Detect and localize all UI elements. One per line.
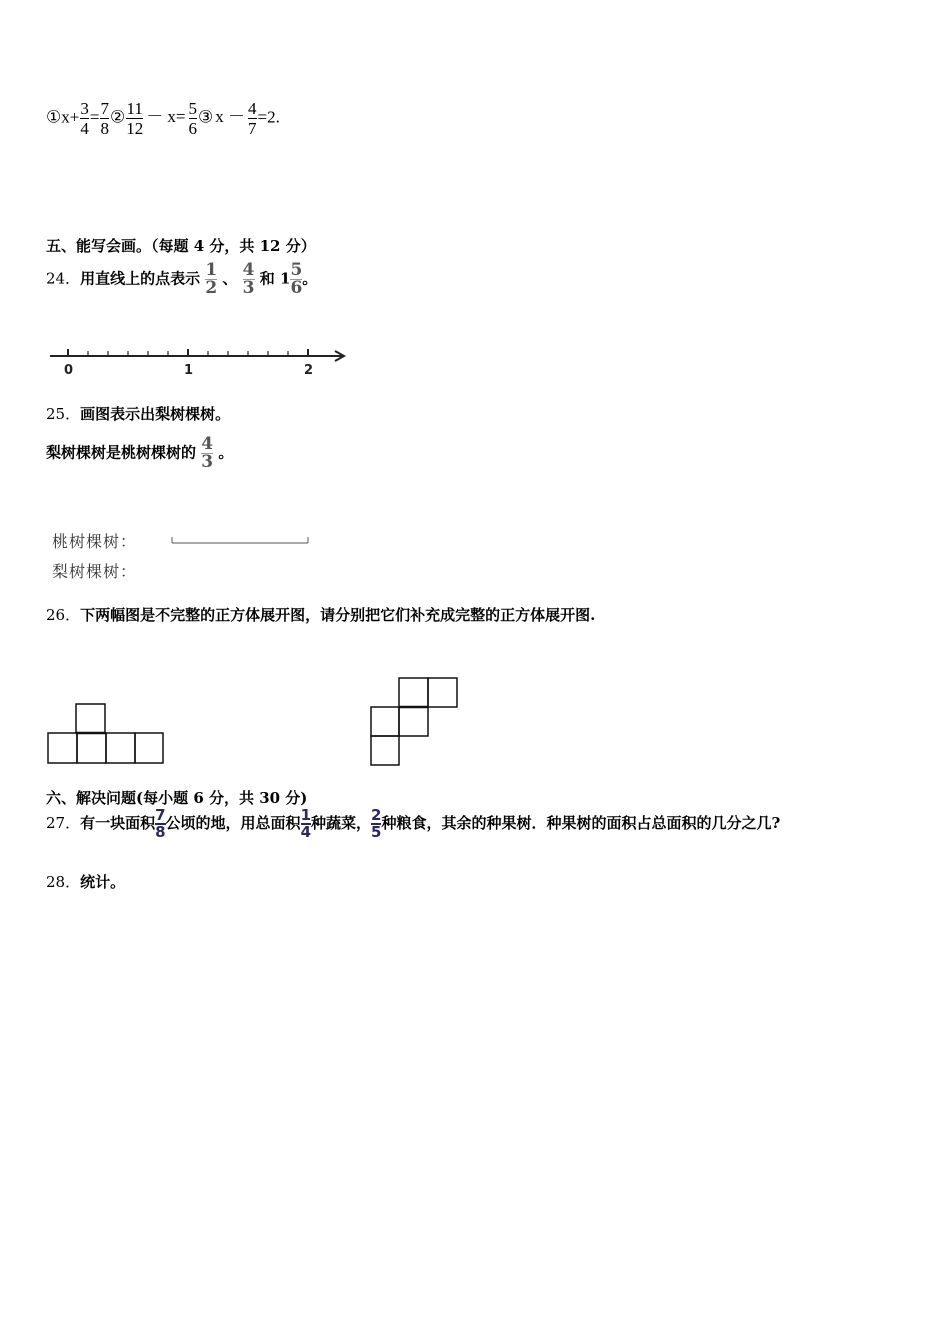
fraction: $\frac{1}{2}$ [205,260,218,298]
equation-2-middle: － x= [146,107,186,127]
number-line-label-2: 2 [304,363,314,378]
question-24 [46,262,317,297]
peach-tree-segment [171,536,311,546]
equation-3-marker: ③ [198,107,214,127]
cube-net-1 [46,702,166,766]
fraction: $\frac{7}{8}$ [100,99,109,138]
equation-2-marker: ② [109,107,126,127]
net-square [399,707,428,736]
net-square [371,707,399,736]
equation-3-variable: x － [215,107,246,127]
sentence-end: 。 [218,443,234,462]
sentence-end: 。 [302,269,318,288]
statement-text: 梨树棵树是桃树棵树的 [46,443,197,462]
and-word: 和 [259,269,275,288]
question-text: 用直线上的点表示 [80,269,201,288]
question-number: 26． [46,606,81,624]
equation-line [46,100,280,137]
fraction: $\frac{1}{4}$ [300,806,311,841]
net-square [76,704,105,733]
question-text-1: 有一块面积 [80,814,156,832]
number-line-label-0: 0 [64,363,74,378]
question-25 [46,404,230,424]
question-text-3: 种蔬菜， [311,814,372,832]
question-text: 画图表示出梨树棵树。 [80,405,231,423]
whole-number: 1 [280,269,291,288]
net-square [77,733,106,763]
equation-1-variable: x+ [61,107,80,127]
question-text: 下两幅图是不完整的正方体展开图，请分别把它们补充成完整的正方体展开图. [80,606,596,624]
net-square [399,678,428,707]
fraction: $\frac{3}{4}$ [80,99,89,138]
net-square [135,733,163,763]
number-line-label-1: 1 [184,363,194,378]
fraction: $\frac{5}{6}$ [188,99,198,138]
question-26 [46,605,595,625]
question-28 [46,872,125,892]
fraction: $\frac{4}{3}$ [201,434,214,472]
question-number: 27． [46,814,81,832]
equals-sign: = [89,107,100,127]
fraction: $\frac{2}{5}$ [371,806,382,841]
fraction: $\frac{4}{7}$ [248,99,257,138]
fraction: $\frac{11}{12}$ [126,99,144,138]
number-line-ticks [68,349,308,356]
separator: 、 [222,269,238,288]
equation-3-end: =2. [257,107,280,127]
question-27 [46,808,780,840]
question-number: 24． [46,269,81,288]
cube-net-2 [368,676,460,768]
question-number: 25． [46,405,81,423]
net-square [371,736,399,765]
section-5-heading: 五、能写会画。（每题 4 分，共 12 分） [46,237,316,255]
question-number: 28． [46,873,81,891]
peach-tree-label: 桃树棵树： [52,532,138,551]
fraction: $\frac{4}{3}$ [242,260,255,298]
net-square [428,678,457,707]
question-text-2: 公顷的地，用总面积 [165,814,301,832]
number-line [46,346,356,378]
equation-1-marker: ① [46,107,62,127]
net-square [48,733,77,763]
question-25-statement [46,436,233,471]
question-text-4: 种粮食，其余的种果树．种果树的面积占总面积的几分之几? [381,814,781,832]
fraction: $\frac{7}{8}$ [155,806,166,841]
net-square [106,733,135,763]
pear-tree-label: 梨树棵树： [52,562,138,581]
section-6-heading: 六、解决问题(每小题 6 分，共 30 分) [46,789,308,807]
question-text: 统计。 [80,873,126,891]
fraction: $\frac{5}{6}$ [290,260,303,298]
